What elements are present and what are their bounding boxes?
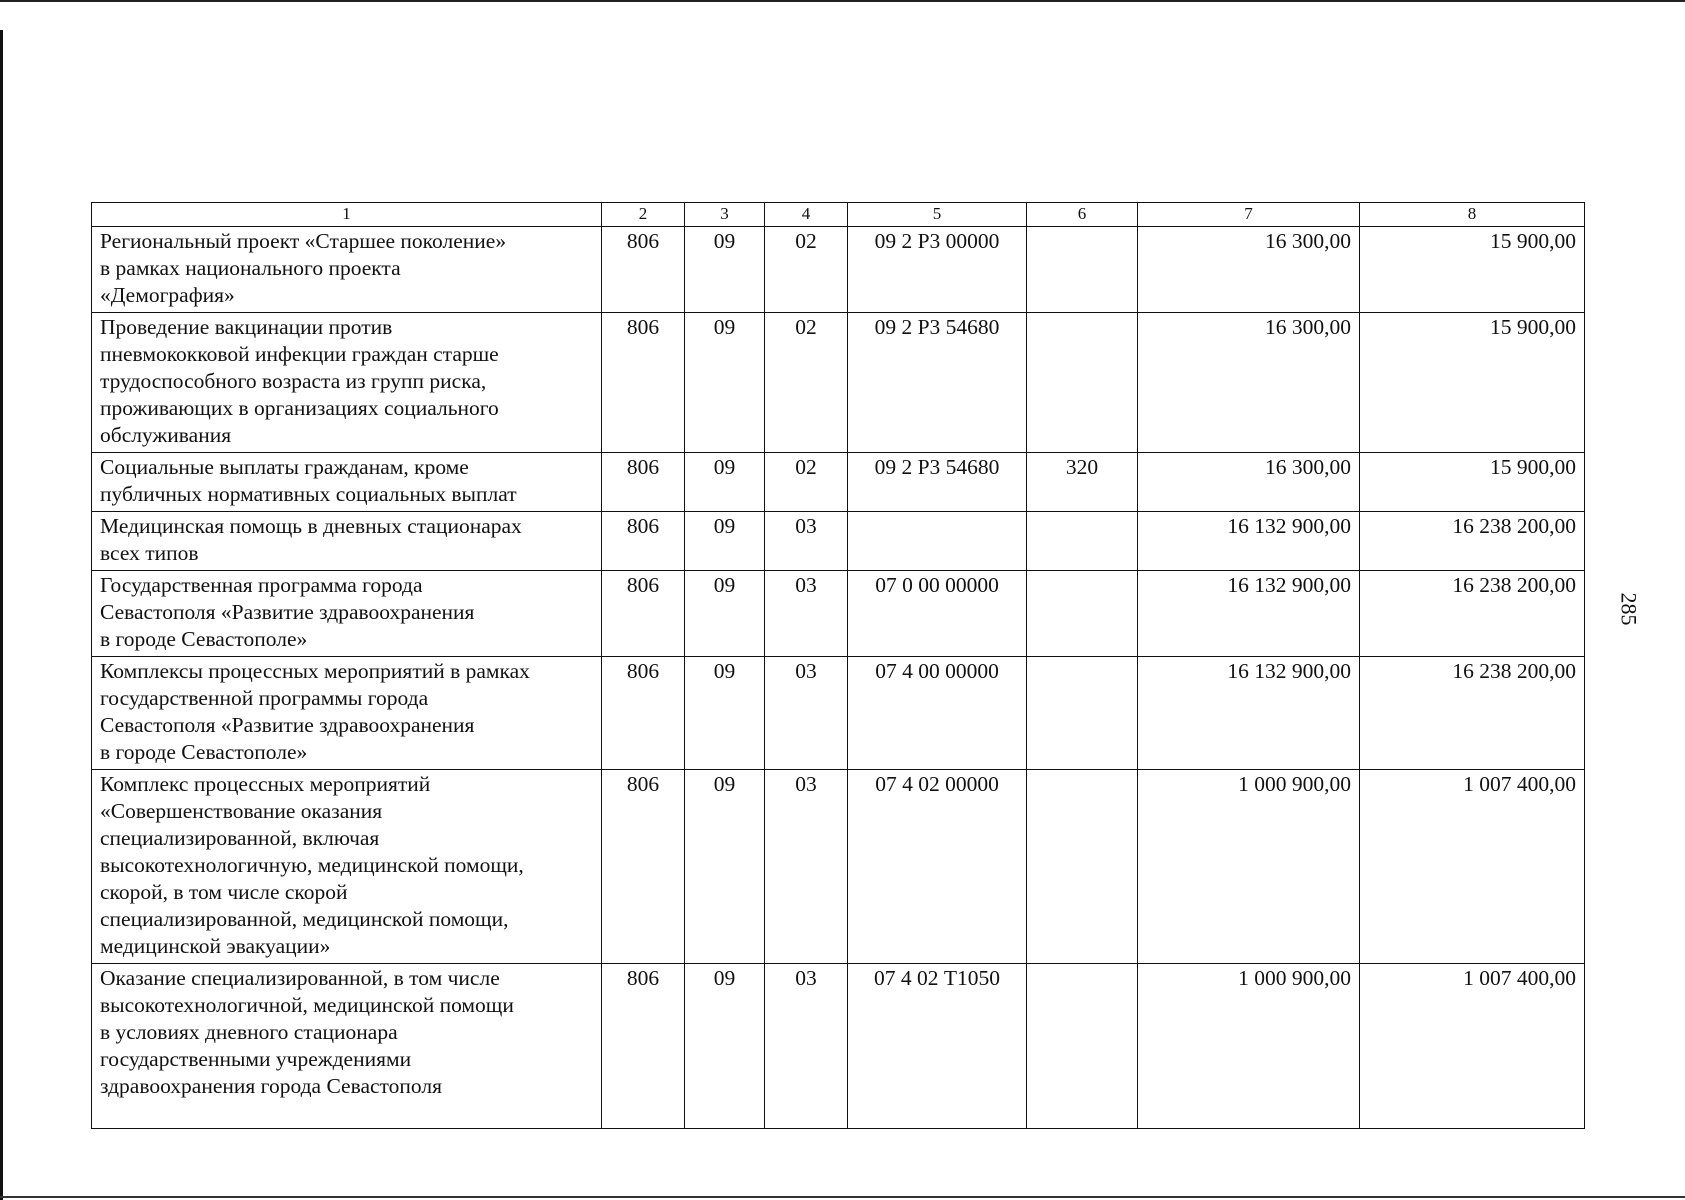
table-row xyxy=(92,453,1585,512)
expense-type-code xyxy=(1027,657,1138,770)
column-number: 6 xyxy=(1027,203,1138,227)
target-article-code: 07 4 00 00000 xyxy=(848,657,1027,770)
amount-col8: 15 900,00 xyxy=(1360,313,1585,453)
column-number: 2 xyxy=(602,203,685,227)
expense-type-code xyxy=(1027,227,1138,313)
section-code: 09 xyxy=(685,770,765,964)
subsection-code: 02 xyxy=(765,227,848,313)
target-article-code: 09 2 Р3 54680 xyxy=(848,453,1027,512)
amount-col7: 1 000 900,00 xyxy=(1138,770,1360,964)
row-name: Региональный проект «Старшее поколение» в рамках национального проекта «Демография» xyxy=(92,227,602,313)
target-article-code: 07 0 00 00000 xyxy=(848,571,1027,657)
amount-col8: 15 900,00 xyxy=(1360,453,1585,512)
ministry-code: 806 xyxy=(602,512,685,571)
amount-col7: 16 300,00 xyxy=(1138,453,1360,512)
table-row xyxy=(92,657,1585,770)
row-name: Медицинская помощь в дневных стационарах всех типов xyxy=(92,512,602,571)
amount-col8: 16 238 200,00 xyxy=(1360,657,1585,770)
ministry-code: 806 xyxy=(602,964,685,1129)
section-code: 09 xyxy=(685,313,765,453)
column-number: 8 xyxy=(1360,203,1585,227)
scan-edge-top xyxy=(0,0,1685,2)
row-name: Государственная программа города Севастополя «Развитие здравоохранения в городе Севастополе» xyxy=(92,571,602,657)
target-article-code: 09 2 Р3 00000 xyxy=(848,227,1027,313)
subsection-code: 03 xyxy=(765,770,848,964)
table-row xyxy=(92,770,1585,964)
amount-col7: 16 300,00 xyxy=(1138,227,1360,313)
amount-col7: 1 000 900,00 xyxy=(1138,964,1360,1129)
table-row xyxy=(92,512,1585,571)
ministry-code: 806 xyxy=(602,453,685,512)
amount-col8: 1 007 400,00 xyxy=(1360,964,1585,1129)
expense-type-code xyxy=(1027,512,1138,571)
ministry-code: 806 xyxy=(602,313,685,453)
column-number: 5 xyxy=(848,203,1027,227)
column-number: 7 xyxy=(1138,203,1360,227)
subsection-code: 02 xyxy=(765,453,848,512)
section-code: 09 xyxy=(685,964,765,1129)
subsection-code: 03 xyxy=(765,571,848,657)
column-number: 1 xyxy=(92,203,602,227)
ministry-code: 806 xyxy=(602,657,685,770)
target-article-code: 07 4 02 00000 xyxy=(848,770,1027,964)
table-row xyxy=(92,227,1585,313)
amount-col7: 16 132 900,00 xyxy=(1138,512,1360,571)
row-name: Социальные выплаты гражданам, кроме публичных нормативных социальных выплат xyxy=(92,453,602,512)
column-number: 3 xyxy=(685,203,765,227)
page-number: 285 xyxy=(1616,592,1642,626)
section-code: 09 xyxy=(685,571,765,657)
table-header-row xyxy=(92,203,1585,227)
ministry-code: 806 xyxy=(602,571,685,657)
table-row xyxy=(92,571,1585,657)
expense-type-code xyxy=(1027,964,1138,1129)
subsection-code: 03 xyxy=(765,964,848,1129)
expense-type-code xyxy=(1027,313,1138,453)
ministry-code: 806 xyxy=(602,770,685,964)
expense-type-code: 320 xyxy=(1027,453,1138,512)
section-code: 09 xyxy=(685,453,765,512)
section-code: 09 xyxy=(685,657,765,770)
target-article-code: 07 4 02 Т1050 xyxy=(848,964,1027,1129)
amount-col7: 16 132 900,00 xyxy=(1138,571,1360,657)
table-row xyxy=(92,313,1585,453)
row-name: Проведение вакцинации против пневмококковой инфекции граждан старше трудоспособного возраста из групп риска, проживающих в организациях социального обслуживания xyxy=(92,313,602,453)
table-row xyxy=(92,964,1585,1129)
subsection-code: 03 xyxy=(765,512,848,571)
amount-col8: 15 900,00 xyxy=(1360,227,1585,313)
section-code: 09 xyxy=(685,512,765,571)
subsection-code: 03 xyxy=(765,657,848,770)
target-article-code: 09 2 Р3 54680 xyxy=(848,313,1027,453)
column-number: 4 xyxy=(765,203,848,227)
amount-col7: 16 132 900,00 xyxy=(1138,657,1360,770)
expense-type-code xyxy=(1027,770,1138,964)
budget-table xyxy=(91,202,1585,1129)
amount-col7: 16 300,00 xyxy=(1138,313,1360,453)
amount-col8: 1 007 400,00 xyxy=(1360,770,1585,964)
amount-col8: 16 238 200,00 xyxy=(1360,571,1585,657)
section-code: 09 xyxy=(685,227,765,313)
row-name: Комплексы процессных мероприятий в рамках государственной программы города Севастополя «Развитие здравоохранения в городе Севастополе» xyxy=(92,657,602,770)
amount-col8: 16 238 200,00 xyxy=(1360,512,1585,571)
scan-edge-bottom xyxy=(0,1196,1685,1198)
subsection-code: 02 xyxy=(765,313,848,453)
row-name: Оказание специализированной, в том числе высокотехнологичной, медицинской помощи в условиях дневного стационара государственными учреждениями здравоохранения города Севастополя xyxy=(92,964,602,1129)
ministry-code: 806 xyxy=(602,227,685,313)
row-name: Комплекс процессных мероприятий «Совершенствование оказания специализированной, включая высокотехнологичную, медицинской помощи, скорой, в том числе скорой специализированной, медицинской помощи, медицинской эвакуации» xyxy=(92,770,602,964)
expense-type-code xyxy=(1027,571,1138,657)
scan-edge-left xyxy=(0,30,3,1200)
target-article-code xyxy=(848,512,1027,571)
